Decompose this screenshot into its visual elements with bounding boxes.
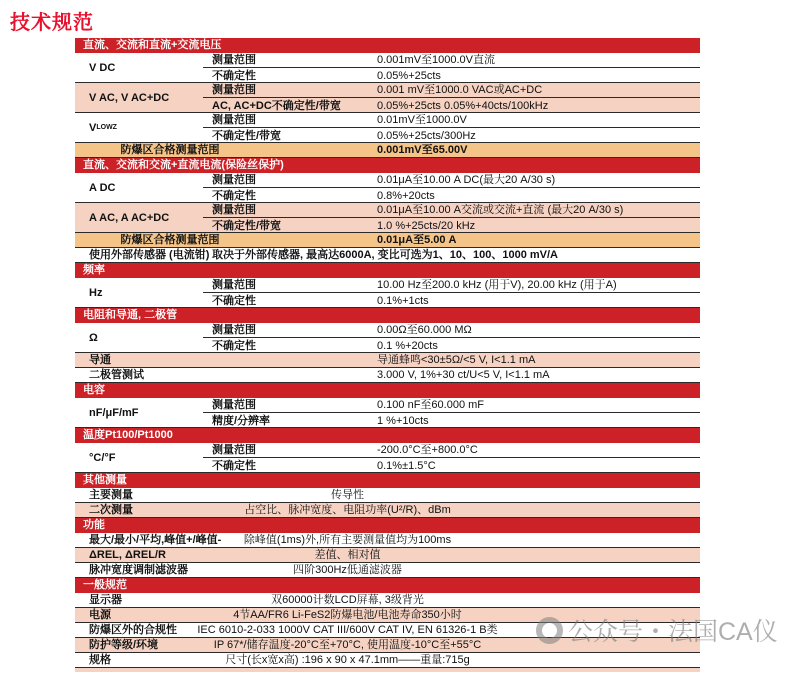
range-value: 10.00 Hz至200.0 kHz (用于V), 20.00 kHz (用于A) [377, 279, 617, 291]
spec-value: 占空比、脉冲宽度、电阻功率(U²/R)、dBm [244, 504, 451, 516]
section-header-other: 其他测量 [75, 473, 700, 488]
cut-off-row [75, 668, 700, 672]
param-label: 显示器 [89, 594, 122, 606]
param-label: 二极管测试 [89, 369, 144, 381]
spec-value: 差值、相对值 [314, 549, 381, 561]
range-value: 0.001 mV至1000.0 VAC或AC+DC [377, 84, 543, 96]
spec-row-power [75, 608, 700, 623]
uncertainty-value: 0.05%+25cts 0.05%+40cts/100kHz [377, 99, 549, 112]
spec-value: 除峰值(1ms)外,所有主要测量值均为100ms [243, 534, 452, 546]
param-label: 规格 [89, 654, 111, 666]
spec-row-protection [75, 638, 700, 653]
accuracy-value: 1 %+10cts [377, 414, 429, 427]
spec-row-continuity [75, 353, 700, 368]
spec-value: 3.000 V, 1%+30 ct/U<5 V, I<1.1 mA [377, 369, 550, 381]
param-label: 使用外部传感器 (电流钳) [89, 249, 210, 261]
uncertainty-label: 不确定性/带宽 [212, 129, 282, 142]
spec-row-display [75, 593, 700, 608]
range-label: 测量范围 [212, 279, 256, 291]
spec-value: 4节AA/FR6 Li-FeS2防爆电池/电池寿命350小时 [233, 609, 462, 621]
spec-table [75, 38, 700, 672]
uncertainty-value: 0.05%+25cts [377, 69, 441, 82]
spec-row-primary-meas [75, 488, 700, 503]
param-label: 防护等级/环境 [89, 639, 159, 651]
param-label: ΔREL, ΔREL/R [89, 549, 166, 561]
spec-row-pwm-filter [75, 563, 700, 578]
spec-row-capacitance [75, 398, 700, 428]
range-label: 测量范围 [212, 174, 256, 186]
uncertainty-value: 0.1 %+20cts [377, 339, 438, 352]
uncertainty-value: 0.8%+20cts [377, 189, 435, 202]
param-label: °C/°F [89, 451, 116, 464]
range-value: -200.0°C至+800.0°C [377, 444, 478, 456]
spec-value: 导通蜂鸣<30±5Ω/<5 V, I<1.1 mA [377, 354, 536, 366]
uncertainty-value: 0.05%+25cts/300Hz [377, 129, 476, 142]
range-value: 0.01μA至10.00 A DC(最大20 A/30 s) [377, 174, 556, 186]
param-label: 二次测量 [89, 504, 133, 516]
spec-row-aac [75, 203, 700, 233]
range-value: 0.01mV至1000.0V [377, 114, 467, 126]
spec-row-diode [75, 368, 700, 383]
spec-row-adc [75, 173, 700, 203]
spec-row-vlowz [75, 113, 700, 143]
section-header-temperature: 温度Pt100/Pt1000 [75, 428, 700, 443]
spec-row-minmax [75, 533, 700, 548]
spec-row-compliance [75, 623, 700, 638]
accuracy-label: 精度/分辨率 [212, 414, 271, 427]
spec-row-ohm [75, 323, 700, 353]
range-label: 测量范围 [212, 399, 256, 411]
exzone-label: 防爆区合格测量范围 [120, 234, 220, 246]
watermark-text: 公众号・法国CA仪 [568, 618, 778, 646]
spec-value: 双60000计数LCD屏幕, 3级背光 [271, 594, 424, 606]
section-header-functions: 功能 [75, 518, 700, 533]
exzone-label: 防爆区合格测量范围 [120, 144, 220, 156]
param-label: 电源 [89, 609, 111, 621]
spec-row-exzone-current [75, 233, 700, 248]
param-label: 最大/最小/平均,峰值+/峰值- [89, 534, 222, 546]
spec-value: IEC 6010-2-033 1000V CAT III/600V CAT IV, EN 61326-1 B类 [197, 624, 498, 636]
param-label: V LOWZ [89, 121, 117, 134]
uncertainty-label: 不确定性/带宽 [212, 219, 282, 232]
section-header-general: 一般规范 [75, 578, 700, 593]
sensor-value: 取决于外部传感器, 最高达6000A, 变比可选为1、10、100、1000 mV/A [212, 249, 558, 261]
param-label: V DC [89, 61, 116, 74]
uncertainty-label: AC, AC+DC不确定性/带宽 [212, 99, 341, 112]
uncertainty-label: 不确定性 [212, 339, 256, 352]
spec-value: 四阶300Hz低通滤波器 [293, 564, 402, 576]
section-header-capacitance: 电容 [75, 383, 700, 398]
section-header-current: 直流、交流和交流+直流电流(保险丝保护) [75, 158, 700, 173]
uncertainty-value: 0.1%±1.5°C [377, 459, 436, 472]
range-label: 测量范围 [212, 54, 256, 66]
section-header-resistance: 电阻和导通, 二极管 [75, 308, 700, 323]
section-header-frequency: 频率 [75, 263, 700, 278]
spec-value: 传导性 [331, 489, 364, 501]
param-label: 导通 [89, 354, 111, 366]
spec-value: IP 67*/储存温度-20°C至+70°C, 使用温度-10°C至+55°C [213, 639, 482, 651]
page-title: 技术规范 [10, 12, 94, 34]
spec-value: 尺寸(长x宽x高) :196 x 90 x 47.1mm——重量:715g [225, 654, 470, 666]
uncertainty-label: 不确定性 [212, 294, 256, 307]
param-label: Ω [89, 331, 98, 344]
range-label: 测量范围 [212, 114, 256, 126]
uncertainty-label: 不确定性 [212, 189, 256, 202]
range-label: 测量范围 [212, 84, 256, 96]
section-header-voltage: 直流、交流和直流+交流电压 [75, 38, 700, 53]
range-label: 测量范围 [212, 324, 256, 336]
exzone-value: 0.01μA至5.00 A [377, 234, 457, 246]
range-label: 测量范围 [212, 204, 256, 216]
param-label: A AC, A AC+DC [89, 211, 170, 224]
range-value: 0.100 nF至60.000 mF [377, 399, 485, 411]
param-label: nF/μF/mF [89, 406, 139, 419]
param-label: 脉冲宽度调制滤波器 [89, 564, 188, 576]
uncertainty-label: 不确定性 [212, 459, 256, 472]
uncertainty-value: 1.0 %+25cts/20 kHz [377, 219, 476, 232]
uncertainty-value: 0.1%+1cts [377, 294, 429, 307]
range-value: 0.01μA至10.00 A交流或交流+直流 (最大20 A/30 s) [377, 204, 624, 216]
param-label: Hz [89, 286, 103, 299]
param-label: V AC, V AC+DC [89, 91, 170, 104]
uncertainty-label: 不确定性 [212, 69, 256, 82]
range-value: 0.00Ω至60.000 MΩ [377, 324, 472, 336]
spec-row-exzone-voltage [75, 143, 700, 158]
spec-row-temperature [75, 443, 700, 473]
range-label: 测量范围 [212, 444, 256, 456]
param-label: 防爆区外的合规性 [89, 624, 177, 636]
exzone-value: 0.001mV至65.00V [377, 144, 468, 156]
spec-row-vac [75, 83, 700, 113]
spec-row-external-sensor [75, 248, 700, 263]
spec-row-rel [75, 548, 700, 563]
spec-row-hz [75, 278, 700, 308]
spec-row-dimensions [75, 653, 700, 668]
range-value: 0.001mV至1000.0V直流 [377, 54, 496, 66]
spec-row-vdc [75, 53, 700, 83]
param-label: 主要测量 [89, 489, 133, 501]
param-label: A DC [89, 181, 116, 194]
spec-row-secondary-meas [75, 503, 700, 518]
